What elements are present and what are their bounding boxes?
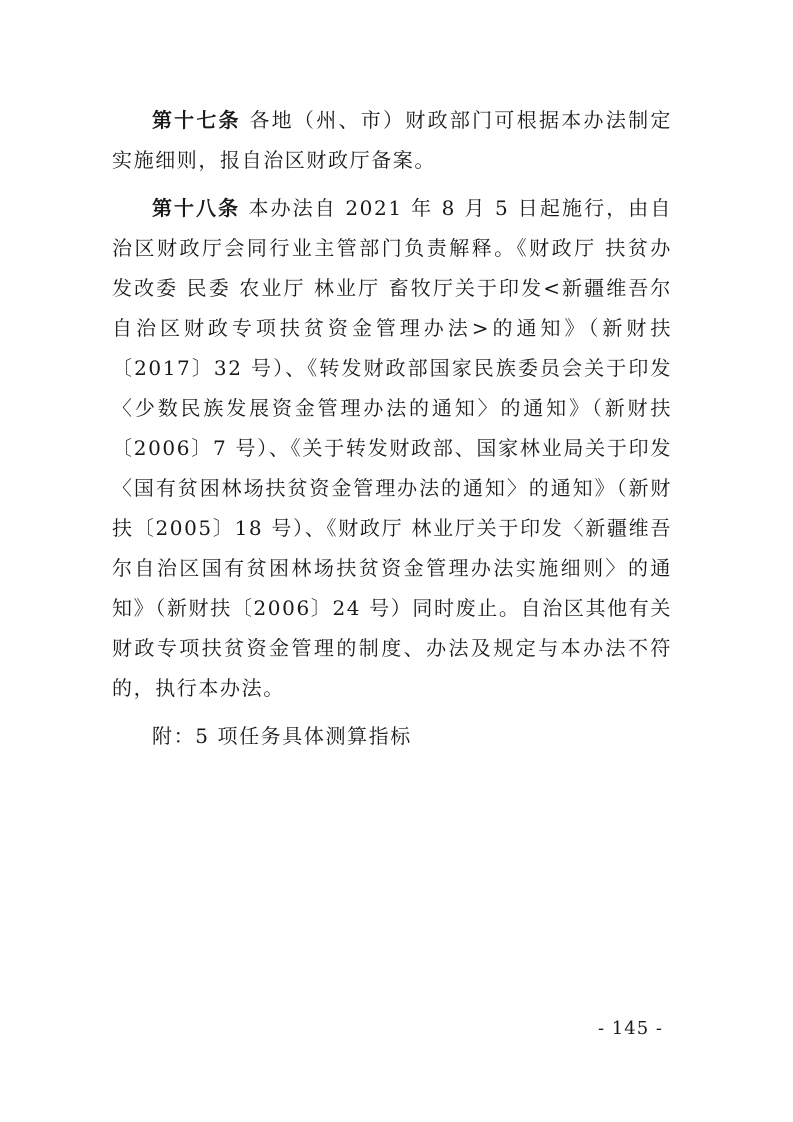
article-18-paragraph [112,188,672,708]
attachment-line: 附：5 项任务具体测算指标 [152,724,412,748]
article-18-body: 本办法自 2021 年 8 月 5 日起施行，由自治区财政厅会同行业主管部门负责解释。《财政厅 扶贫办 发改委 民委 农业厅 林业厅 畜牧厅关于印发<新疆维吾尔自治区财政专项扶贫资金管理办法>的通知》（新财扶〔2017〕32 号）、《转发财政部国家民族委员会关于印发〈少数民族发展资金管理办法的通知〉的通知》（新财扶〔2006〕7 号）、《关于转发财政部、国家林业局关于印发〈国有贫困林场扶贫资金管理办法的通知〉的通知》（新财扶〔2005〕18 号）、《财政厅 林业厅关于印发〈新疆维吾尔自治区国有贫困林场扶贫资金管理办法实施细则〉的通知》（新财扶〔2006〕24 号）同时废止。自治区其他有关财政专项扶贫资金管理的制度、办法及规定与本办法不符的，执行本办法。 [112,196,673,700]
article-18-heading: 第十八条 [152,196,241,220]
article-17-paragraph [112,100,672,180]
document-page [112,100,672,756]
article-17-heading: 第十七条 [152,108,241,132]
article-17-body: 各地（州、市）财政部门可根据本办法制定实施细则，报自治区财政厅备案。 [112,108,672,172]
page-number: - 145 - [598,1018,663,1039]
